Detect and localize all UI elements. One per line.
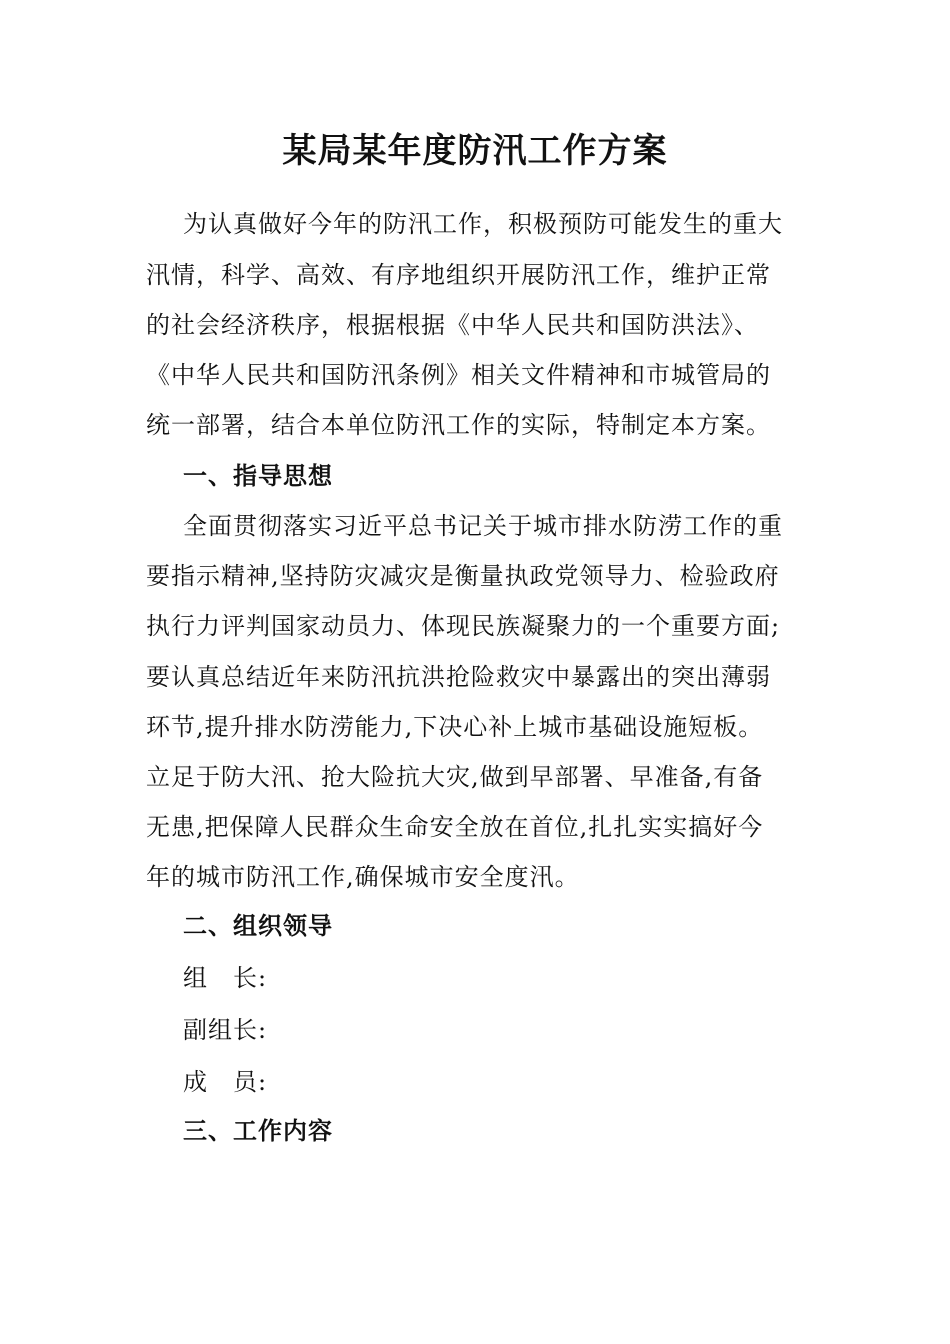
- intro-line-2: 汛情，科学、高效、有序地组织开展防汛工作，维护正常: [146, 261, 771, 289]
- members-label: 成 员:: [183, 1068, 268, 1096]
- intro-line-5: 统一部署，结合本单位防汛工作的实际，特制定本方案。: [146, 411, 771, 439]
- section1-line-8: 年的城市防汛工作,确保城市安全度汛。: [146, 863, 580, 891]
- section1-line-1: 全面贯彻落实习近平总书记关于城市排水防涝工作的重: [183, 512, 783, 540]
- section3-heading: 三、工作内容: [183, 1116, 333, 1145]
- section1-line-6: 立足于防大汛、抢大险抗大灾,做到早部署、早准备,有备: [146, 763, 764, 791]
- intro-line-3: 的社会经济秩序，根据根据《中华人民共和国防洪法》、: [146, 311, 759, 339]
- section1-line-3: 执行力评判国家动员力、体现民族凝聚力的一个重要方面;: [146, 612, 781, 640]
- section1-line-2: 要指示精神,坚持防灾减灾是衡量执政党领导力、检验政府: [146, 562, 780, 590]
- section1-line-7: 无患,把保障人民群众生命安全放在首位,扎扎实实搞好今: [146, 813, 764, 841]
- intro-line-1: 为认真做好今年的防汛工作，积极预防可能发生的重大: [183, 210, 783, 238]
- leader-label: 组 长:: [183, 964, 268, 992]
- deputy-leader-label: 副组长:: [183, 1016, 268, 1044]
- intro-line-4: 《中华人民共和国防汛条例》相关文件精神和市城管局的: [146, 361, 771, 389]
- section1-heading: 一、指导思想: [183, 461, 333, 490]
- section1-line-5: 环节,提升排水防涝能力,下决心补上城市基础设施短板。: [146, 713, 764, 741]
- section2-heading: 二、组织领导: [183, 911, 333, 940]
- document-title: 某局某年度防汛工作方案: [282, 131, 668, 171]
- section1-line-4: 要认真总结近年来防汛抗洪抢险救灾中暴露出的突出薄弱: [146, 663, 771, 691]
